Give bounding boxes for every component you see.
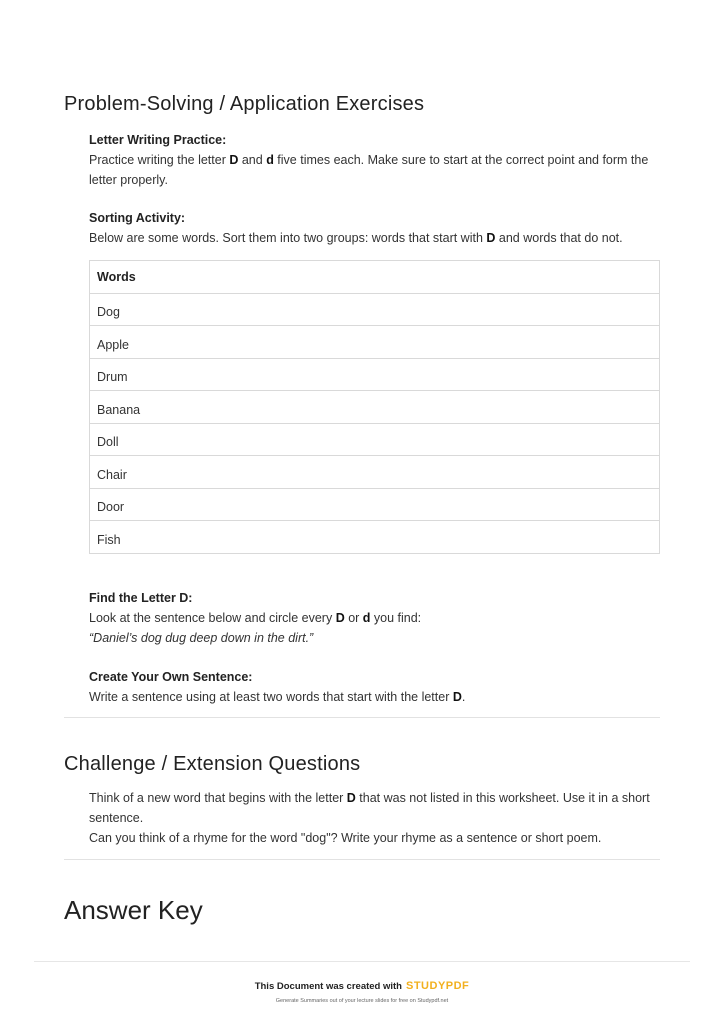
footer	[0, 980, 724, 1004]
footer-created-text: This Document was created with	[254, 981, 402, 992]
words-table-header: Words	[90, 261, 660, 294]
create-sentence-block	[89, 667, 669, 707]
sorting-activity-block	[89, 208, 669, 248]
section-divider	[64, 859, 660, 860]
table-row	[90, 456, 660, 489]
table-row	[90, 521, 660, 554]
word-cell: Dog	[90, 293, 660, 326]
letter-writing-text: Practice writing the letter D and d five times each. Make sure to start at the correct point and form the letter properly.	[89, 153, 649, 187]
studypdf-logo[interactable]: STUDYPDF	[406, 980, 470, 992]
find-letter-block	[89, 588, 669, 648]
word-cell: Banana	[90, 391, 660, 424]
table-row	[90, 293, 660, 326]
table-row	[90, 423, 660, 456]
create-sentence-label: Create Your Own Sentence:	[89, 670, 253, 684]
sorting-activity-label: Sorting Activity:	[89, 211, 186, 225]
table-row	[90, 488, 660, 521]
word-cell: Chair	[90, 456, 660, 489]
word-cell: Door	[90, 488, 660, 521]
table-row	[90, 326, 660, 359]
answer-key-title: Answer Key	[64, 895, 203, 925]
challenge-question-1: Think of a new word that begins with the letter D that was not listed in this worksheet. Use it in a short sentence.	[89, 791, 650, 825]
table-row	[90, 391, 660, 424]
table-row	[90, 358, 660, 391]
word-cell: Drum	[90, 358, 660, 391]
word-cell: Fish	[90, 521, 660, 554]
section-title-problem-solving: Problem-Solving / Application Exercises	[64, 93, 425, 115]
letter-writing-block	[89, 130, 669, 190]
find-letter-label: Find the Letter D:	[89, 591, 193, 605]
footer-created-line	[0, 980, 724, 992]
footer-tagline[interactable]: Generate Summaries out of your lecture slides for free on Studypdf.net	[275, 998, 449, 1004]
words-table	[89, 260, 660, 554]
word-cell: Doll	[90, 423, 660, 456]
word-cell: Apple	[90, 326, 660, 359]
sorting-activity-text: Below are some words. Sort them into two groups: words that start with D and words that do not.	[89, 231, 623, 245]
section-divider	[64, 717, 660, 718]
challenge-question-2: Can you think of a rhyme for the word "dog"? Write your rhyme as a sentence or short poem.	[89, 831, 602, 845]
challenge-questions-block	[89, 788, 669, 848]
section-title-challenge: Challenge / Extension Questions	[64, 753, 361, 775]
letter-writing-label: Letter Writing Practice:	[89, 133, 227, 147]
find-letter-quote: “Daniel’s dog dug deep down in the dirt.”	[89, 631, 314, 645]
create-sentence-text: Write a sentence using at least two words that start with the letter D.	[89, 690, 466, 704]
find-letter-text: Look at the sentence below and circle every D or d you find:	[89, 611, 422, 625]
footer-divider	[34, 961, 690, 962]
